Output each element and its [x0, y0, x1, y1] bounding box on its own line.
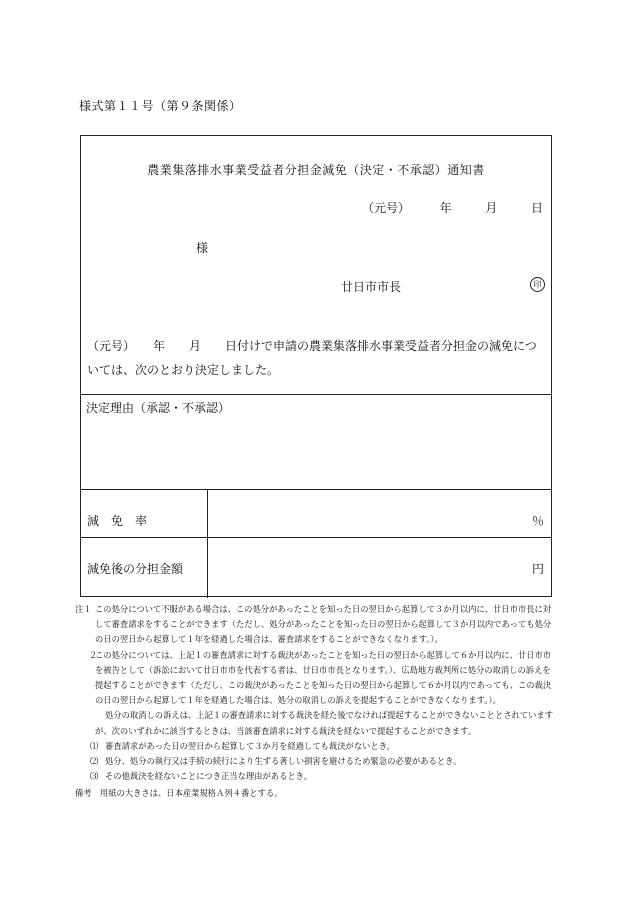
reduction-rate-label: 減免率 — [87, 514, 160, 528]
divider-line — [81, 394, 551, 395]
date-year: 年 — [439, 201, 452, 215]
date-line — [362, 199, 543, 216]
date-day: 日 — [530, 201, 543, 215]
addressee-honorific: 様 — [196, 241, 209, 255]
note-2-continuation — [75, 708, 557, 738]
sub-item-label: ⑵ — [90, 756, 99, 767]
note-text: この処分について不服がある場合は、この処分があったことを知った日の翌日から起算して３か月以内に、廿日市市長に対して審査請求をすることができます（ただし、処分があったことを知った日の翌日から起算して３か月以内であっても処分の日の翌日から起算して１年を経過した場合は、審査請求をすることができなくなります。）。 — [95, 604, 552, 645]
seal-mark: 印 — [530, 277, 545, 292]
decision-reason-label: 決定理由（承認・不承認） — [86, 401, 231, 415]
decision-statement: （元号） 年 月 日付けで申請の農業集落排水事業受益者分担金の減免については、次のとおり決定しました。 — [87, 339, 537, 377]
divider-line — [81, 489, 551, 490]
sub-item-label: ⑶ — [90, 771, 99, 782]
notes-section — [75, 602, 557, 802]
notice-form-frame — [80, 135, 552, 597]
note-sub-item — [75, 769, 557, 784]
column-divider — [207, 489, 208, 598]
document-title: 農業集落排水事業受益者分担金減免（決定・不承認）通知書 — [147, 163, 485, 177]
percent-unit: ％ — [531, 514, 544, 528]
sub-item-text: 審査請求があった日の翌日から起算して３か月を経過しても裁決がないとき。 — [105, 740, 395, 751]
form-number: 様式第１１号（第９条関係） — [79, 99, 242, 113]
issuer-name: 廿日市市長 — [341, 280, 402, 294]
sub-item-text: 処分、処分の執行又は手続の続行により生ずる著しい損害を避けるため緊急の必要があるとき。 — [105, 756, 462, 767]
note-label: ２ — [89, 649, 98, 660]
note-label: 注１ — [75, 604, 92, 614]
date-era: （元号） — [361, 201, 410, 215]
date-month: 月 — [485, 201, 498, 215]
note-text: 処分の取消しの訴えは、上記１の審査請求に対する裁決を経た後でなければ提起することができないこととされていますが、次のいずれかに該当するときは、当該審査請求に対する裁決を経ないで提起することができます。 — [95, 710, 554, 736]
note-2 — [75, 648, 557, 709]
sub-item-label: ⑴ — [90, 740, 99, 751]
sub-item-text: その他裁決を経ないことにつき正当な理由があるとき。 — [105, 771, 312, 782]
note-sub-item — [75, 754, 557, 769]
note-sub-item — [75, 739, 557, 754]
note-1 — [75, 602, 557, 648]
yen-unit: 円 — [531, 562, 544, 576]
divider-line — [81, 537, 551, 538]
amount-after-reduction-label: 減免後の分担金額 — [87, 562, 184, 576]
remark: 備考 用紙の大きさは、日本産業規格Ａ列４番とする。 — [75, 788, 283, 799]
note-text: この処分については、上記１の審査請求に対する裁決があったことを知った日の翌日から起算して６か月以内に、廿日市市を被告として（訴訟において廿日市市を代表する者は、廿日市市長となります。）、広島地方裁判所に処分の取消しの訴えを提起することができます（ただし、この裁決があったことを知った日の翌日から起算して６か月以内であっても、この裁決の日の翌日から起算して１年を経過した場合は、処分の取消しの訴えを提起することができなくなります。）。 — [95, 649, 552, 706]
